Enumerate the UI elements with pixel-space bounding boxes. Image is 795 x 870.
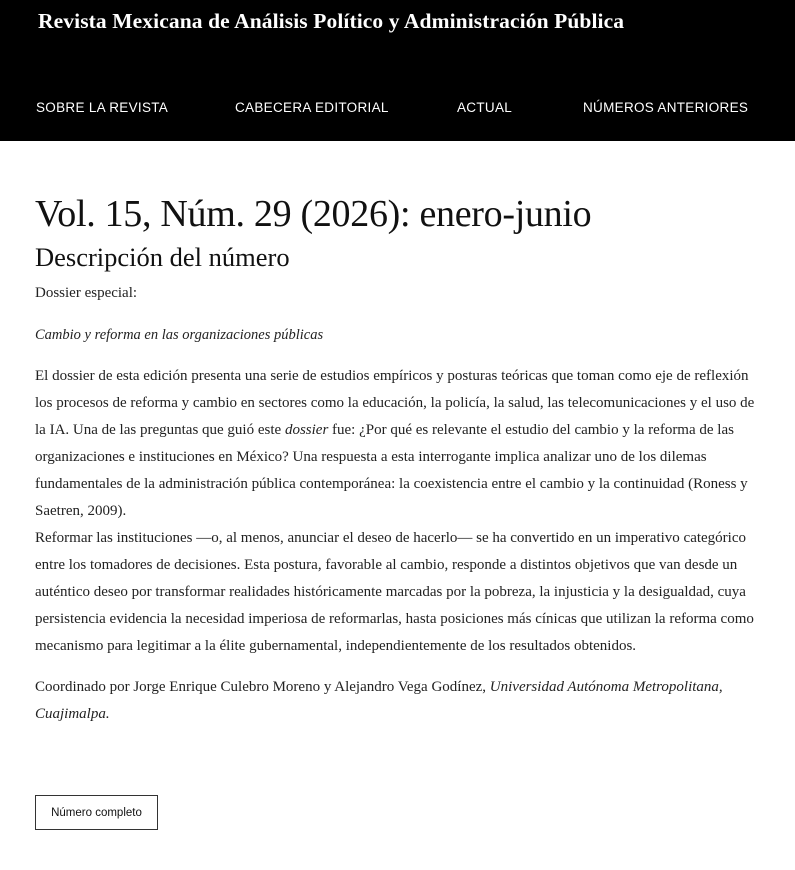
coordinators [35, 674, 765, 728]
site-header [0, 0, 795, 141]
paragraph1-emphasis: dossier [284, 422, 329, 438]
paragraph1-text-b: fue: ¿Por qué es relevante el estudio del cambio y la reforma de las organizaciones e instituciones en México? Una respuesta a esta interrogante implica analizar uno de los dilemas fundamentales de la administración pública contemporánea: la coexistencia entre el cambio y la continuidad (Roness y Saetren, 2009). [35, 422, 748, 519]
nav-current[interactable]: ACTUAL [457, 100, 513, 115]
description-heading: Descripción del número [35, 242, 290, 272]
issue-title: Vol. 15, Núm. 29 (2026): enero-junio [35, 193, 592, 235]
nav-editorial-board[interactable]: CABECERA EDITORIAL [235, 100, 389, 115]
paragraph2-text: Reformar las instituciones —o, al menos, anunciar el deseo de hacerlo— se ha convertido en un imperativo categórico entre los tomadores de decisiones. Esta postura, favorable al cambio, responde a distintos objetivos que van desde un auténtico deseo por transformar realidades históricamente marcadas por la pobreza, la injusticia y la desigualdad, cuya persistencia evidencia la necesidad imperiosa de reformarlas, hasta posiciones más cínicas que utilizan la reforma como mecanismo para legitimar a la élite gubernamental, independientemente de los resultados obtenidos. [35, 530, 754, 654]
issue-description-body [35, 363, 760, 660]
nav-archives[interactable]: NÚMEROS ANTERIORES [583, 100, 749, 115]
dossier-title: Cambio y reforma en las organizaciones públicas [35, 327, 324, 343]
coordinators-institution: Universidad Autónoma Metropolitana, Cuajimalpa. [35, 679, 723, 722]
site-title[interactable]: Revista Mexicana de Análisis Político y Administración Pública [38, 9, 625, 33]
main-nav [0, 100, 795, 118]
nav-about-journal[interactable]: SOBRE LA REVISTA [36, 100, 169, 115]
coordinators-names: Coordinado por Jorge Enrique Culebro Moreno y Alejandro Vega Godínez, [35, 679, 490, 695]
main-content [35, 190, 765, 728]
full-issue-button[interactable]: Número completo [35, 795, 158, 830]
paragraph1-text-a: El dossier de esta edición presenta una serie de estudios empíricos y posturas teóricas que toman como eje de reflexión los procesos de reforma y cambio en sectores como la educación, la policía, la salud, las telecomunicaciones y el uso de la IA. Una de las preguntas que guió este [35, 368, 755, 438]
dossier-label: Dossier especial: [35, 285, 138, 301]
